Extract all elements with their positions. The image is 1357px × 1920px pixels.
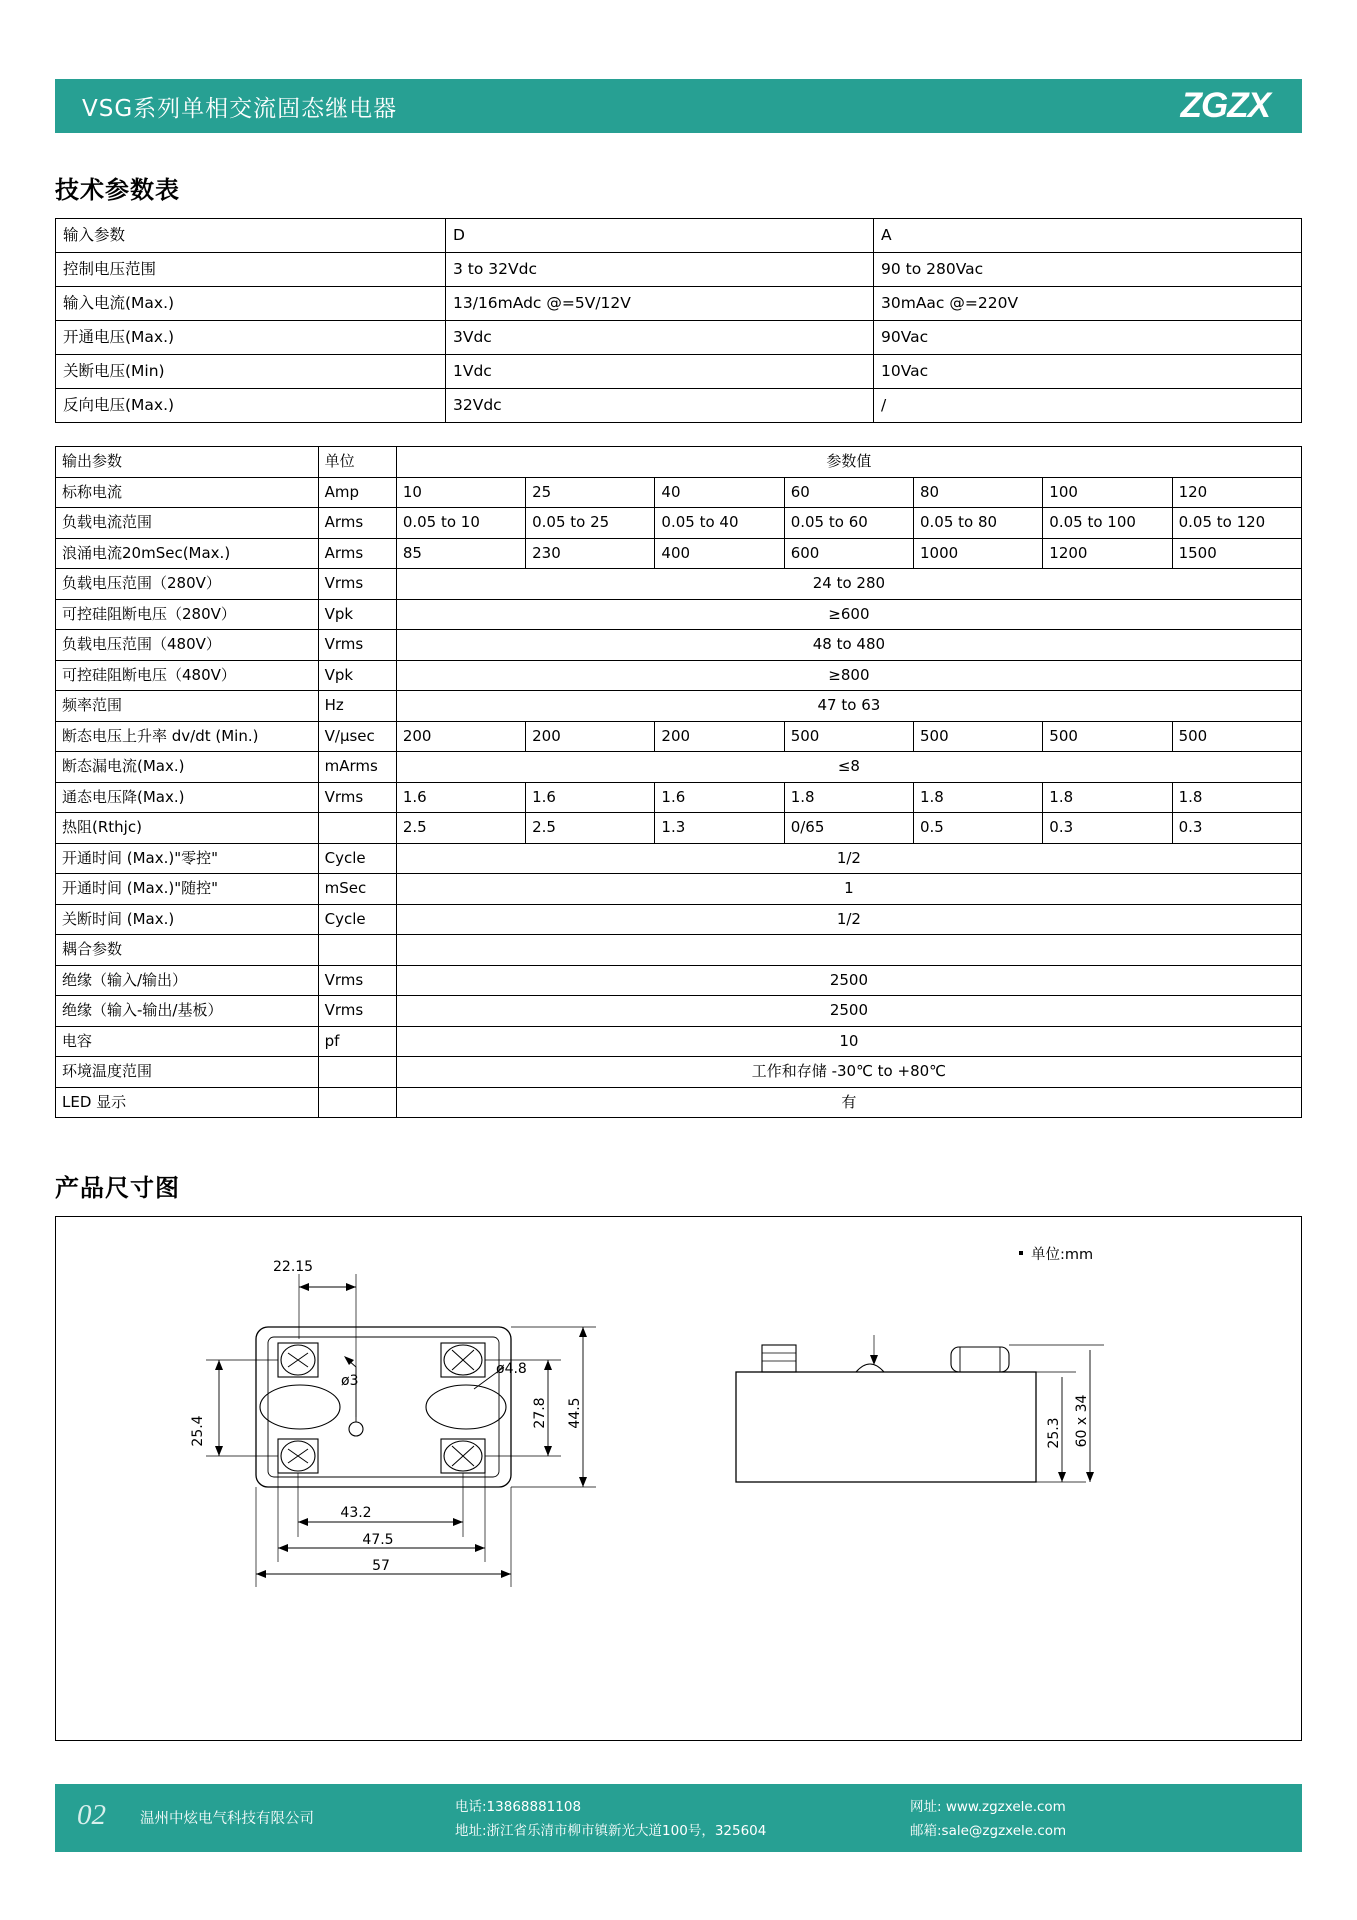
output-row-cell: 85 bbox=[396, 538, 525, 569]
output-row-label: LED 显示 bbox=[56, 1087, 319, 1118]
table-row bbox=[56, 691, 1302, 722]
input-header-cell: 输入参数 bbox=[56, 219, 446, 253]
input-table-cell: 3Vdc bbox=[446, 321, 874, 355]
output-row-value: 47 to 63 bbox=[396, 691, 1301, 722]
input-header-cell: D bbox=[446, 219, 874, 253]
output-row-cell: 0.05 to 25 bbox=[526, 508, 655, 539]
output-row-cell: 40 bbox=[655, 477, 784, 508]
output-row-label: 负载电压范围（480V） bbox=[56, 630, 319, 661]
footer-phone: 电话:13868881108 bbox=[455, 1799, 582, 1815]
table-row bbox=[56, 721, 1302, 752]
output-row-label: 负载电压范围（280V） bbox=[56, 569, 319, 600]
output-row-value: 2500 bbox=[396, 996, 1301, 1027]
table-row bbox=[56, 253, 1302, 287]
table-header-row bbox=[56, 219, 1302, 253]
output-row-cell: 1.8 bbox=[784, 782, 913, 813]
output-row-cell: 200 bbox=[655, 721, 784, 752]
output-row-cell: 500 bbox=[1172, 721, 1301, 752]
input-table-cell: 3 to 32Vdc bbox=[446, 253, 874, 287]
output-row-label: 关断时间 (Max.) bbox=[56, 904, 319, 935]
output-row-cell: 0/65 bbox=[784, 813, 913, 844]
table-row bbox=[56, 782, 1302, 813]
output-row-cell: 0.05 to 60 bbox=[784, 508, 913, 539]
output-row-cell: 1000 bbox=[914, 538, 1043, 569]
output-row-unit: Vpk bbox=[318, 599, 396, 630]
output-row-cell: 500 bbox=[1043, 721, 1172, 752]
output-row-cell: 0.3 bbox=[1043, 813, 1172, 844]
table-row bbox=[56, 874, 1302, 905]
output-row-unit: Cycle bbox=[318, 904, 396, 935]
output-row-label: 环境温度范围 bbox=[56, 1057, 319, 1088]
output-row-unit: Vrms bbox=[318, 996, 396, 1027]
output-row-cell: 0.05 to 10 bbox=[396, 508, 525, 539]
output-row-unit: Arms bbox=[318, 538, 396, 569]
input-table-cell: 32Vdc bbox=[446, 389, 874, 423]
brand-logo: ZGZX bbox=[1180, 86, 1270, 125]
page-footer bbox=[55, 1784, 1302, 1852]
output-row-label: 电容 bbox=[56, 1026, 319, 1057]
footer-company: 温州中炫电气科技有限公司 bbox=[140, 1811, 314, 1827]
page-title: VSG系列单相交流固态继电器 bbox=[82, 95, 398, 122]
output-row-cell: 600 bbox=[784, 538, 913, 569]
output-row-cell: 0.05 to 40 bbox=[655, 508, 784, 539]
table-row bbox=[56, 538, 1302, 569]
output-row-cell: 200 bbox=[526, 721, 655, 752]
table-row bbox=[56, 355, 1302, 389]
input-table-cell: 30mAac @=220V bbox=[874, 287, 1302, 321]
output-row-unit: Hz bbox=[318, 691, 396, 722]
output-row-cell: 0.3 bbox=[1172, 813, 1301, 844]
output-row-value: ≥600 bbox=[396, 599, 1301, 630]
output-row-unit bbox=[318, 813, 396, 844]
output-row-cell: 60 bbox=[784, 477, 913, 508]
output-row-unit: Vrms bbox=[318, 569, 396, 600]
input-parameters-table bbox=[55, 218, 1302, 423]
output-row-cell: 400 bbox=[655, 538, 784, 569]
table-row bbox=[56, 752, 1302, 783]
output-header-value: 参数值 bbox=[396, 447, 1301, 478]
output-row-cell: 500 bbox=[914, 721, 1043, 752]
output-row-unit: V/μsec bbox=[318, 721, 396, 752]
dim-side-height: 25.3 bbox=[1046, 1417, 1062, 1449]
output-row-cell: 1.3 bbox=[655, 813, 784, 844]
input-table-cell: 10Vac bbox=[874, 355, 1302, 389]
output-row-label: 频率范围 bbox=[56, 691, 319, 722]
output-row-cell: 1.6 bbox=[526, 782, 655, 813]
output-row-value: 2500 bbox=[396, 965, 1301, 996]
output-row-cell: 500 bbox=[784, 721, 913, 752]
output-row-cell: 1.6 bbox=[655, 782, 784, 813]
output-row-label: 绝缘（输入-输出/基板） bbox=[56, 996, 319, 1027]
table-row bbox=[56, 904, 1302, 935]
input-table-cell: 反向电压(Max.) bbox=[56, 389, 446, 423]
footer-email[interactable]: 邮箱:sale@zgzxele.com bbox=[910, 1822, 1067, 1839]
output-row-cell: 10 bbox=[396, 477, 525, 508]
output-row-unit bbox=[318, 935, 396, 966]
output-row-value: 工作和存储 -30℃ to +80℃ bbox=[396, 1057, 1301, 1088]
dim-side-total: 60 x 34 bbox=[1074, 1394, 1090, 1448]
output-row-unit: pf bbox=[318, 1026, 396, 1057]
table-row bbox=[56, 287, 1302, 321]
dim-hole-center: ø3 bbox=[341, 1373, 359, 1389]
output-row-cell: 80 bbox=[914, 477, 1043, 508]
output-row-unit: mArms bbox=[318, 752, 396, 783]
output-row-label: 可控硅阻断电压（480V） bbox=[56, 660, 319, 691]
output-row-unit: Vrms bbox=[318, 630, 396, 661]
output-row-label: 标称电流 bbox=[56, 477, 319, 508]
output-row-cell: 0.05 to 120 bbox=[1172, 508, 1301, 539]
table-row bbox=[56, 630, 1302, 661]
output-row-cell: 100 bbox=[1043, 477, 1172, 508]
output-row-label: 负载电流范围 bbox=[56, 508, 319, 539]
output-row-label: 断态漏电流(Max.) bbox=[56, 752, 319, 783]
output-header-param: 输出参数 bbox=[56, 447, 319, 478]
output-row-cell: 1.8 bbox=[914, 782, 1043, 813]
output-row-label: 开通时间 (Max.)"随控" bbox=[56, 874, 319, 905]
output-row-cell: 2.5 bbox=[526, 813, 655, 844]
output-row-unit: Cycle bbox=[318, 843, 396, 874]
dim-width-top: 22.15 bbox=[273, 1259, 314, 1275]
output-row-cell: 2.5 bbox=[396, 813, 525, 844]
output-row-cell: 1.6 bbox=[396, 782, 525, 813]
table-row bbox=[56, 965, 1302, 996]
output-row-label: 浪涌电流20mSec(Max.) bbox=[56, 538, 319, 569]
page-number: 02 bbox=[77, 1799, 106, 1831]
output-row-value: 10 bbox=[396, 1026, 1301, 1057]
output-row-unit: mSec bbox=[318, 874, 396, 905]
table-row bbox=[56, 569, 1302, 600]
table-row bbox=[56, 477, 1302, 508]
input-table-cell: 90Vac bbox=[874, 321, 1302, 355]
output-row-cell: 0.5 bbox=[914, 813, 1043, 844]
table-row bbox=[56, 1057, 1302, 1088]
output-row-unit: Vrms bbox=[318, 782, 396, 813]
output-row-cell: 1200 bbox=[1043, 538, 1172, 569]
output-row-value: 1/2 bbox=[396, 843, 1301, 874]
table-row bbox=[56, 599, 1302, 630]
output-row-cell: 0.05 to 80 bbox=[914, 508, 1043, 539]
table-row bbox=[56, 389, 1302, 423]
table-row bbox=[56, 1026, 1302, 1057]
output-row-cell: 25 bbox=[526, 477, 655, 508]
output-row-value bbox=[396, 935, 1301, 966]
input-table-cell: 1Vdc bbox=[446, 355, 874, 389]
table-header-row bbox=[56, 447, 1302, 478]
output-row-cell: 1500 bbox=[1172, 538, 1301, 569]
input-table-cell: 关断电压(Min) bbox=[56, 355, 446, 389]
table-row bbox=[56, 1087, 1302, 1118]
output-row-label: 断态电压上升率 dv/dt (Min.) bbox=[56, 721, 319, 752]
output-row-value: 1 bbox=[396, 874, 1301, 905]
input-table-cell: 输入电流(Max.) bbox=[56, 287, 446, 321]
footer-online bbox=[910, 1796, 1066, 1843]
footer-website[interactable]: 网址: www.zgzxele.com bbox=[910, 1799, 1066, 1815]
table-row bbox=[56, 935, 1302, 966]
output-header-unit: 单位 bbox=[318, 447, 396, 478]
output-row-cell: 1.8 bbox=[1172, 782, 1301, 813]
output-row-cell: 200 bbox=[396, 721, 525, 752]
dimension-drawing-svg bbox=[56, 1217, 1303, 1742]
output-row-unit bbox=[318, 1057, 396, 1088]
output-row-unit bbox=[318, 1087, 396, 1118]
input-table-cell: 控制电压范围 bbox=[56, 253, 446, 287]
page-header bbox=[55, 79, 1302, 133]
table-row bbox=[56, 660, 1302, 691]
dim-span-43: 43.2 bbox=[340, 1505, 372, 1521]
output-row-unit: Arms bbox=[318, 508, 396, 539]
dim-inner-height: 27.8 bbox=[532, 1397, 548, 1429]
output-row-label: 通态电压降(Max.) bbox=[56, 782, 319, 813]
dim-outer-height: 44.5 bbox=[567, 1397, 583, 1429]
input-table-cell: 90 to 280Vac bbox=[874, 253, 1302, 287]
output-row-unit: Vrms bbox=[318, 965, 396, 996]
dim-hole-terminal: ø4.8 bbox=[496, 1361, 527, 1377]
output-row-cell: 120 bbox=[1172, 477, 1301, 508]
dim-span-47: 47.5 bbox=[362, 1532, 394, 1548]
output-row-cell: 0.05 to 100 bbox=[1043, 508, 1172, 539]
table-row bbox=[56, 813, 1302, 844]
footer-address: 地址:浙江省乐清市柳市镇新光大道100号，325604 bbox=[455, 1822, 767, 1839]
output-row-unit: Vpk bbox=[318, 660, 396, 691]
output-row-value: 48 to 480 bbox=[396, 630, 1301, 661]
output-row-unit: Amp bbox=[318, 477, 396, 508]
output-row-value: ≤8 bbox=[396, 752, 1301, 783]
dim-span-57: 57 bbox=[372, 1558, 390, 1574]
dim-height-left: 25.4 bbox=[190, 1415, 206, 1447]
output-row-value: 24 to 280 bbox=[396, 569, 1301, 600]
output-row-value: 有 bbox=[396, 1087, 1301, 1118]
output-row-cell: 1.8 bbox=[1043, 782, 1172, 813]
output-row-value: ≥800 bbox=[396, 660, 1301, 691]
unit-note-label: 单位:mm bbox=[1031, 1243, 1093, 1264]
table-row bbox=[56, 508, 1302, 539]
input-header-cell: A bbox=[874, 219, 1302, 253]
input-table-cell: 开通电压(Max.) bbox=[56, 321, 446, 355]
table-row bbox=[56, 843, 1302, 874]
dimension-drawing-box bbox=[55, 1216, 1302, 1741]
table-row bbox=[56, 321, 1302, 355]
input-table-cell: / bbox=[874, 389, 1302, 423]
output-row-cell: 230 bbox=[526, 538, 655, 569]
output-row-value: 1/2 bbox=[396, 904, 1301, 935]
table-row bbox=[56, 996, 1302, 1027]
tech-spec-heading: 技术参数表 bbox=[55, 176, 180, 204]
output-row-label: 可控硅阻断电压（280V） bbox=[56, 599, 319, 630]
input-table-cell: 13/16mAdc @=5V/12V bbox=[446, 287, 874, 321]
footer-contact bbox=[455, 1796, 766, 1843]
output-parameters-table bbox=[55, 446, 1302, 1118]
output-row-label: 热阻(Rthjc) bbox=[56, 813, 319, 844]
dimension-heading: 产品尺寸图 bbox=[55, 1174, 180, 1202]
output-row-label: 耦合参数 bbox=[56, 935, 319, 966]
output-row-label: 开通时间 (Max.)"零控" bbox=[56, 843, 319, 874]
output-row-label: 绝缘（输入/输出） bbox=[56, 965, 319, 996]
